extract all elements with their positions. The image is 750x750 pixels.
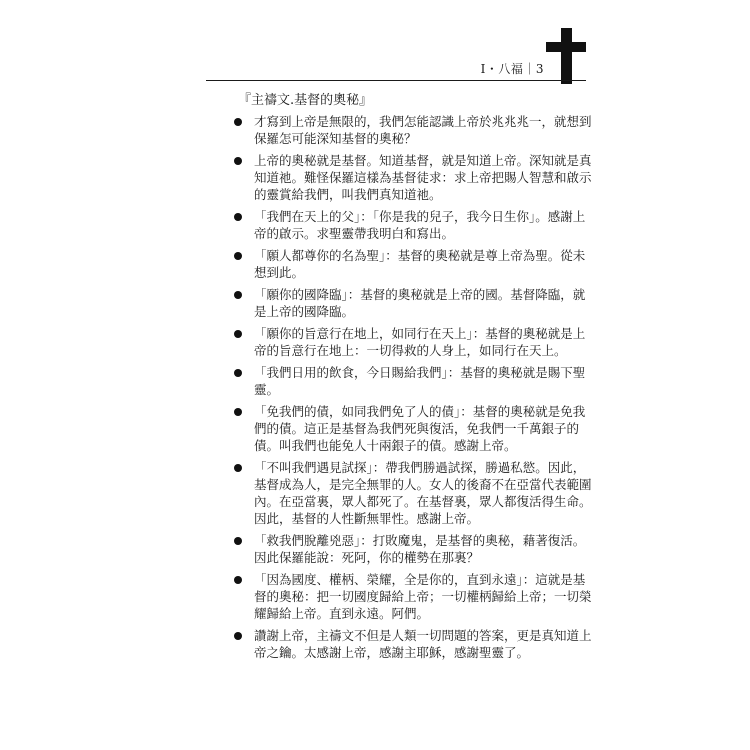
list-item: 上帝的奧秘就是基督。知道基督，就是知道上帝。深知就是真知道祂。難怪保羅這樣為基督徒求：求上帝把賜人智慧和啟示的靈賞給我們，叫我們真知道祂。 bbox=[230, 152, 595, 203]
page-content bbox=[230, 92, 595, 666]
bullet-icon bbox=[234, 576, 242, 584]
list-item: 「我們在天上的父」：「你是我的兒子，我今日生你」。感謝上帝的啟示。求聖靈帶我明白和寫出。 bbox=[230, 208, 595, 242]
bullet-icon bbox=[234, 464, 242, 472]
list-item: 「不叫我們遇見試探」：帶我們勝過試探，勝過私慾。因此，基督成為人，是完全無罪的人。女人的後裔不在亞當代表範圍內。在亞當裏，眾人都死了。在基督裏，眾人都復活得生命。因此，基督的人性斷無罪性。感謝上帝。 bbox=[230, 459, 595, 527]
bullet-icon bbox=[234, 291, 242, 299]
page-header bbox=[206, 58, 586, 81]
bullet-icon bbox=[234, 408, 242, 416]
list-item: 「因為國度、權柄、榮耀，全是你的，直到永遠」：這就是基督的奧秘：把一切國度歸給上帝；一切權柄歸給上帝；一切榮耀歸給上帝。直到永遠。阿們。 bbox=[230, 571, 595, 622]
list-item: 讚謝上帝，主禱文不但是人類一切問題的答案，更是真知道上帝之鑰。太感謝上帝，感謝主耶穌，感謝聖靈了。 bbox=[230, 627, 595, 661]
bullet-icon bbox=[234, 252, 242, 260]
bullet-list bbox=[230, 113, 595, 661]
bullet-icon bbox=[234, 157, 242, 165]
bullet-icon bbox=[234, 330, 242, 338]
bullet-icon bbox=[234, 118, 242, 126]
list-item: 「願你的旨意行在地上，如同行在天上」：基督的奧秘就是上帝的旨意行在地上：一切得救的人身上，如同行在天上。 bbox=[230, 325, 595, 359]
list-item: 才寫到上帝是無限的，我們怎能認識上帝於兆兆兆一，就想到保羅怎可能深知基督的奧秘？ bbox=[230, 113, 595, 147]
list-item: 「免我們的債，如同我們免了人的債」：基督的奧秘就是免我們的債。這正是基督為我們死與復活，免我們一千萬銀子的債。叫我們也能免人十兩銀子的債。感謝上帝。 bbox=[230, 403, 595, 454]
section-title: 『主禱文.基督的奧秘』 bbox=[238, 93, 373, 108]
bullet-icon bbox=[234, 537, 242, 545]
running-title: I・八福｜3 bbox=[480, 62, 544, 76]
bullet-icon bbox=[234, 213, 242, 221]
list-item: 「救我們脫離兇惡」：打敗魔鬼，是基督的奧秘，藉著復活。因此保羅能說：死阿，你的權勢在那裏？ bbox=[230, 532, 595, 566]
bullet-icon bbox=[234, 632, 242, 640]
list-item: 「我們日用的飲食，今日賜給我們」：基督的奧秘就是賜下聖靈。 bbox=[230, 364, 595, 398]
list-item: 「願你的國降臨」：基督的奧秘就是上帝的國。基督降臨，就是上帝的國降臨。 bbox=[230, 286, 595, 320]
list-item: 「願人都尊你的名為聖」：基督的奧秘就是尊上帝為聖。從未想到此。 bbox=[230, 247, 595, 281]
bullet-icon bbox=[234, 369, 242, 377]
